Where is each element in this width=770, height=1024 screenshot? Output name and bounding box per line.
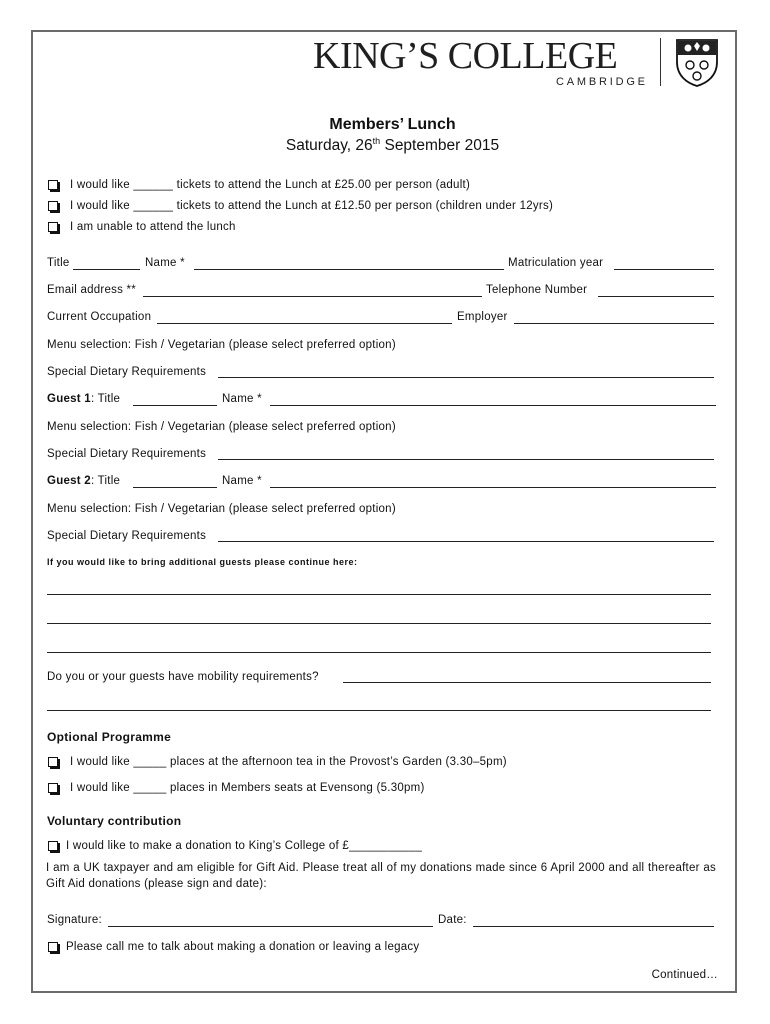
college-location: CAMBRIDGE [556,76,648,88]
voluntary-heading: Voluntary contribution [47,814,182,828]
afternoon-tea-checkbox[interactable] [48,757,58,767]
additional-guests-label: If you would like to bring additional guests please continue here: [47,557,358,567]
guest1-heading: Guest 1: Title [47,393,121,405]
mobility-question: Do you or your guests have mobility requirements? [47,671,319,683]
guest1-title-field[interactable] [133,405,217,406]
call-me-checkbox[interactable] [48,942,58,952]
email-field[interactable] [143,296,482,297]
call-me-label: Please call me to talk about making a donation or leaving a legacy [66,941,420,953]
signature-label: Signature: [47,914,102,926]
telephone-field[interactable] [598,296,714,297]
matriculation-label: Matriculation year [508,257,604,269]
employer-field[interactable] [514,323,714,324]
guest1-menu-label: Menu selection: Fish / Vegetarian (please select preferred option) [47,421,396,433]
guest1-name-label: Name * [222,393,262,405]
donation-checkbox[interactable] [48,841,58,851]
optional-programme-heading: Optional Programme [47,730,172,744]
adult-tickets-label: I would like ______ tickets to attend the Lunch at £25.00 per person (adult) [70,179,471,191]
event-date: Saturday, 26th September 2015 [285,136,500,155]
college-crest-icon [674,38,720,88]
date-label: Date: [438,914,467,926]
guest2-dietary-label: Special Dietary Requirements [47,530,207,542]
occupation-field[interactable] [157,323,452,324]
member-dietary-field[interactable] [218,377,714,378]
title-field[interactable] [73,269,140,270]
title-label: Title [47,257,70,269]
unable-attend-checkbox[interactable] [48,222,58,232]
additional-guests-line-2[interactable] [47,623,711,624]
evensong-checkbox[interactable] [48,783,58,793]
member-dietary-label: Special Dietary Requirements [47,366,207,378]
continued-text: Continued… [651,969,718,981]
guest1-dietary-label: Special Dietary Requirements [47,448,207,460]
date-field[interactable] [473,926,714,927]
unable-attend-label: I am unable to attend the lunch [70,221,236,233]
guest2-title-field[interactable] [133,487,217,488]
guest2-heading: Guest 2: Title [47,475,121,487]
matriculation-field[interactable] [614,269,714,270]
telephone-label: Telephone Number [486,284,588,296]
signature-field[interactable] [108,926,433,927]
guest1-name-field[interactable] [270,405,716,406]
college-name: KING’S COLLEGE [313,35,618,77]
mobility-field-line-2[interactable] [47,710,711,711]
guest2-name-field[interactable] [270,487,716,488]
logo-divider [660,38,661,86]
additional-guests-line-1[interactable] [47,594,711,595]
member-menu-label: Menu selection: Fish / Vegetarian (please select preferred option) [47,339,396,351]
mobility-field[interactable] [343,682,711,683]
occupation-label: Current Occupation [47,311,152,323]
child-tickets-label: I would like ______ tickets to attend the Lunch at £12.50 per person (children under 12yrs) [70,200,554,212]
donation-label: I would like to make a donation to King’s College of £___________ [66,840,423,852]
afternoon-tea-label: I would like _____ places at the afternoon tea in the Provost’s Garden (3.30–5pm) [70,756,507,768]
adult-tickets-checkbox[interactable] [48,180,58,190]
guest2-dietary-field[interactable] [218,541,714,542]
guest2-name-label: Name * [222,475,262,487]
guest2-menu-label: Menu selection: Fish / Vegetarian (please select preferred option) [47,503,396,515]
name-label: Name * [145,257,185,269]
form-title: Members’ Lunch [329,116,456,133]
employer-label: Employer [457,311,508,323]
gift-aid-text: I am a UK taxpayer and am eligible for Gift Aid. Please treat all of my donations made since 6 April 2000 and all thereafter as Gift Aid donations (please sign and date): [46,862,716,890]
child-tickets-checkbox[interactable] [48,201,58,211]
evensong-label: I would like _____ places in Members seats at Evensong (5.30pm) [70,782,425,794]
additional-guests-line-3[interactable] [47,652,711,653]
name-field[interactable] [194,269,504,270]
email-label: Email address ** [47,284,137,296]
guest1-dietary-field[interactable] [218,459,714,460]
